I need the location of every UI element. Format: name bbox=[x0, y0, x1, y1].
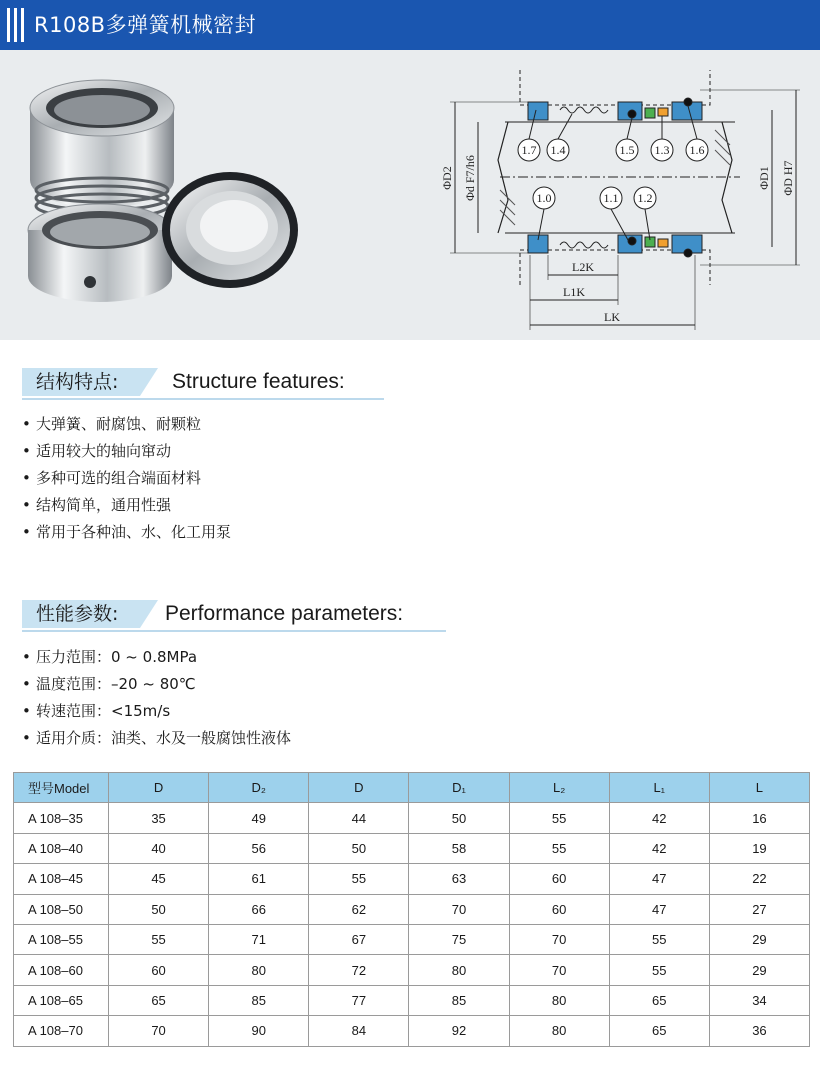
table-row bbox=[14, 924, 810, 954]
performance-section-heading bbox=[22, 598, 452, 632]
table-body bbox=[14, 803, 810, 1046]
dim-label-d2: ΦD2 bbox=[440, 166, 454, 190]
column-header: D bbox=[309, 773, 409, 803]
column-header: L₂ bbox=[509, 773, 609, 803]
table-cell: A 108–45 bbox=[14, 864, 109, 894]
structure-list bbox=[22, 411, 231, 546]
table-cell: 55 bbox=[309, 864, 409, 894]
table-cell: A 108–65 bbox=[14, 985, 109, 1015]
table-cell: 29 bbox=[709, 924, 809, 954]
list-item: • 结构简单，通用性强 bbox=[22, 492, 231, 519]
table-cell: 55 bbox=[509, 833, 609, 863]
dim-label-l2k: L2K bbox=[572, 260, 594, 274]
dim-label-lk: LK bbox=[604, 310, 620, 324]
table-cell: 58 bbox=[409, 833, 509, 863]
part-label: 1.4 bbox=[550, 143, 566, 157]
list-item: • 适用较大的轴向窜动 bbox=[22, 438, 231, 465]
table-cell: A 108–70 bbox=[14, 1016, 109, 1046]
table-cell: A 108–60 bbox=[14, 955, 109, 985]
table-cell: 77 bbox=[309, 985, 409, 1015]
dim-label-d1: ΦD1 bbox=[757, 166, 771, 190]
table-cell: 27 bbox=[709, 894, 809, 924]
table-cell: 36 bbox=[709, 1016, 809, 1046]
performance-list bbox=[22, 644, 291, 752]
table-row bbox=[14, 833, 810, 863]
table-row bbox=[14, 1016, 810, 1046]
list-item: • 常用于各种油、水、化工用泵 bbox=[22, 519, 231, 546]
table-cell: 63 bbox=[409, 864, 509, 894]
table-cell: 35 bbox=[109, 803, 209, 833]
structure-title-cn: 结构特点: bbox=[22, 368, 140, 396]
table-cell: 85 bbox=[409, 985, 509, 1015]
table-cell: 84 bbox=[309, 1016, 409, 1046]
table-cell: 71 bbox=[209, 924, 309, 954]
column-header: D₁ bbox=[409, 773, 509, 803]
table-cell: 44 bbox=[309, 803, 409, 833]
part-label: 1.3 bbox=[654, 143, 670, 157]
header-stripe bbox=[21, 8, 24, 42]
table-cell: 50 bbox=[109, 894, 209, 924]
hero-band bbox=[0, 50, 820, 340]
hero-graphics bbox=[0, 50, 820, 340]
table-cell: 55 bbox=[609, 924, 709, 954]
table-row bbox=[14, 894, 810, 924]
part-label: 1.0 bbox=[536, 191, 552, 205]
table-cell: 65 bbox=[609, 985, 709, 1015]
column-header: D₂ bbox=[209, 773, 309, 803]
table-cell: 29 bbox=[709, 955, 809, 985]
table-cell: 75 bbox=[409, 924, 509, 954]
table-header-row bbox=[14, 773, 810, 803]
table-cell: 70 bbox=[409, 894, 509, 924]
table-row bbox=[14, 864, 810, 894]
table-cell: 16 bbox=[709, 803, 809, 833]
table-cell: 70 bbox=[509, 924, 609, 954]
list-item: • 大弹簧、耐腐蚀、耐颗粒 bbox=[22, 411, 231, 438]
part-label: 1.2 bbox=[637, 191, 653, 205]
page-title: R108B多弹簧机械密封 bbox=[34, 13, 257, 37]
list-item: • 温度范围：–20 ~ 80℃ bbox=[22, 671, 291, 698]
table-cell: 49 bbox=[209, 803, 309, 833]
dim-label-d: Φd F7/h6 bbox=[463, 155, 477, 201]
table-cell: 67 bbox=[309, 924, 409, 954]
header-stripe bbox=[14, 8, 17, 42]
table-cell: 72 bbox=[309, 955, 409, 985]
list-item: • 转速范围：<15m/s bbox=[22, 698, 291, 725]
table-cell: 34 bbox=[709, 985, 809, 1015]
table-cell: 45 bbox=[109, 864, 209, 894]
list-item: • 压力范围：0 ~ 0.8MPa bbox=[22, 644, 291, 671]
table-cell: 47 bbox=[609, 864, 709, 894]
table-cell: 80 bbox=[509, 985, 609, 1015]
structure-section-heading bbox=[22, 366, 392, 400]
table-cell: 56 bbox=[209, 833, 309, 863]
spec-table bbox=[13, 772, 810, 1047]
table-cell: 90 bbox=[209, 1016, 309, 1046]
table-cell: 55 bbox=[109, 924, 209, 954]
table-cell: 50 bbox=[309, 833, 409, 863]
column-header: L bbox=[709, 773, 809, 803]
table-row bbox=[14, 955, 810, 985]
table-cell: 65 bbox=[109, 985, 209, 1015]
performance-title-en: Performance parameters: bbox=[165, 602, 404, 625]
table-cell: 66 bbox=[209, 894, 309, 924]
dim-label-dh: ΦD H7 bbox=[781, 160, 795, 196]
table-row bbox=[14, 985, 810, 1015]
part-label: 1.5 bbox=[619, 143, 635, 157]
table-cell: 42 bbox=[609, 803, 709, 833]
table-cell: 80 bbox=[509, 1016, 609, 1046]
table-cell: 62 bbox=[309, 894, 409, 924]
column-header: L₁ bbox=[609, 773, 709, 803]
performance-title-cn: 性能参数: bbox=[22, 600, 140, 628]
structure-title-en: Structure features: bbox=[172, 370, 345, 393]
list-item: • 多种可选的组合端面材料 bbox=[22, 465, 231, 492]
table-cell: 22 bbox=[709, 864, 809, 894]
part-label: 1.1 bbox=[603, 191, 619, 205]
table-cell: A 108–40 bbox=[14, 833, 109, 863]
table-cell: 80 bbox=[409, 955, 509, 985]
seal-cross-section-drawing bbox=[450, 70, 800, 330]
table-cell: 80 bbox=[209, 955, 309, 985]
column-header: D bbox=[109, 773, 209, 803]
table-cell: A 108–55 bbox=[14, 924, 109, 954]
part-label: 1.7 bbox=[521, 143, 537, 157]
table-cell: 60 bbox=[509, 894, 609, 924]
list-item: • 适用介质：油类、水及一般腐蚀性液体 bbox=[22, 725, 291, 752]
table-cell: 92 bbox=[409, 1016, 509, 1046]
table-cell: 70 bbox=[109, 1016, 209, 1046]
seal-photo bbox=[28, 80, 298, 302]
table-cell: 65 bbox=[609, 1016, 709, 1046]
table-row bbox=[14, 803, 810, 833]
section-rule bbox=[22, 630, 446, 632]
section-rule bbox=[22, 398, 384, 400]
part-label: 1.6 bbox=[689, 143, 705, 157]
table-cell: 40 bbox=[109, 833, 209, 863]
table-cell: 61 bbox=[209, 864, 309, 894]
table-cell: 60 bbox=[509, 864, 609, 894]
table-cell: 50 bbox=[409, 803, 509, 833]
table-cell: 47 bbox=[609, 894, 709, 924]
dim-label-l1k: L1K bbox=[563, 285, 585, 299]
table-cell: 70 bbox=[509, 955, 609, 985]
table-cell: 85 bbox=[209, 985, 309, 1015]
table-cell: 19 bbox=[709, 833, 809, 863]
table-cell: A 108–35 bbox=[14, 803, 109, 833]
table-cell: A 108–50 bbox=[14, 894, 109, 924]
table-cell: 55 bbox=[609, 955, 709, 985]
page-header bbox=[0, 0, 820, 50]
table-cell: 42 bbox=[609, 833, 709, 863]
table-cell: 55 bbox=[509, 803, 609, 833]
column-header: 型号Model bbox=[14, 773, 109, 803]
table-cell: 60 bbox=[109, 955, 209, 985]
header-stripe bbox=[7, 8, 10, 42]
